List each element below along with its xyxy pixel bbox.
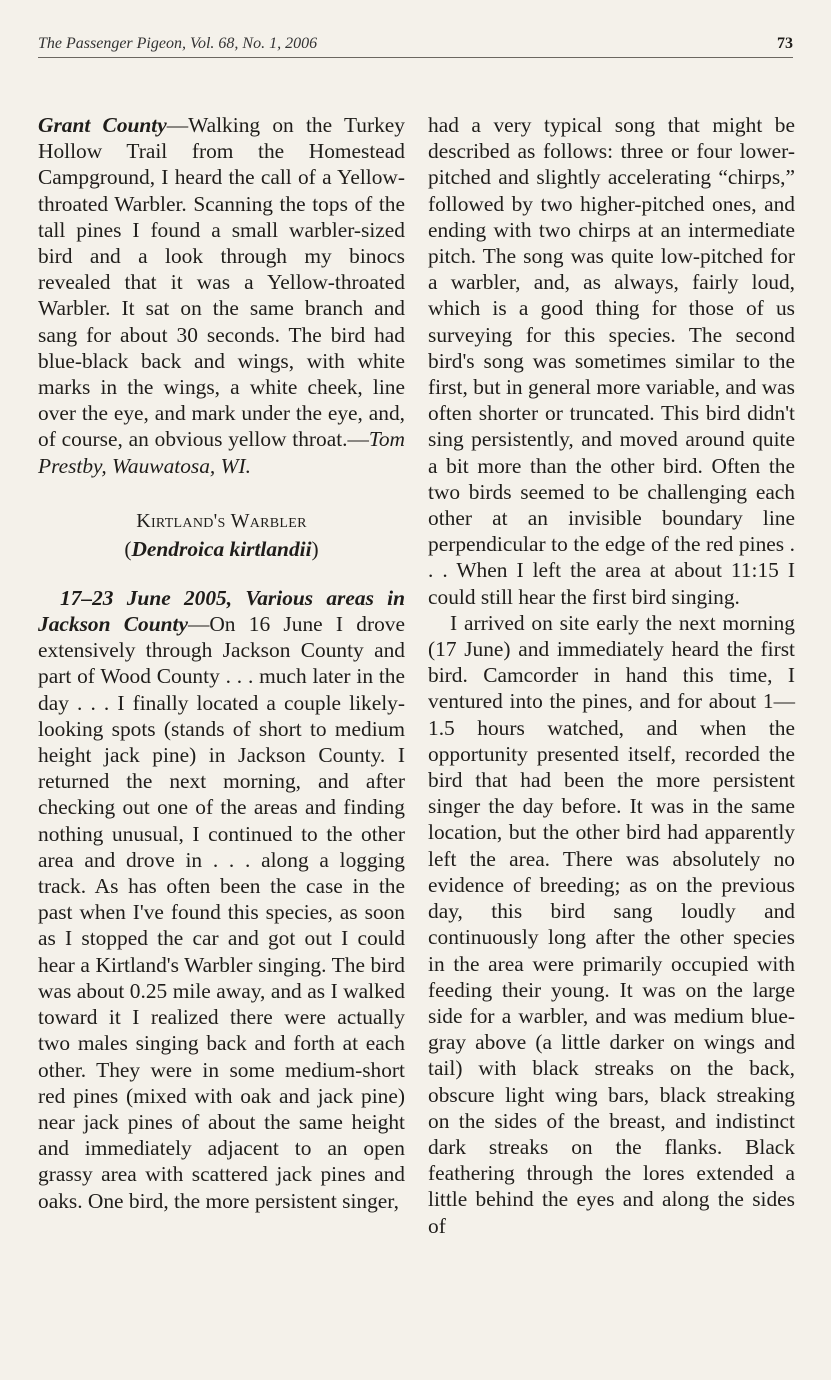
kirtland-lead: 17–23 June 2005, Various areas in Jackson County [38,585,405,637]
species-paren-open: ( [124,536,132,561]
species-scientific-name: Dendroica kirtlandii [131,536,312,561]
grant-county-lead: Grant County [38,113,167,137]
species-heading [38,507,405,563]
right-paragraph-1: had a very typical song that might be described as follows: three or four lower-pitched and slightly accelerating “chirps,” followed by two higher-pitched ones, and ending with two chirps at an intermediate pitch. The song was quite low-pitched for a warbler, and, as always, fairly loud, which is a good thing for those of us surveying for this species. The second bird's song was sometimes similar to the first, but in general more variable, and was often shorter or truncated. This bird didn't sing persistently, and moved around quite a bit more than the other bird. Often the two birds seemed to be challenging each other at an invisible boundary line perpendicular to the edge of the red pines . . . When I left the area at about 11:15 I could still hear the first bird singing. [428,113,795,609]
grant-county-signature: Tom Prestby, Wauwatosa, WI. [38,427,405,478]
kirtland-report [38,585,405,1214]
page-number: 73 [777,35,793,52]
species-paren-close: ) [311,536,319,561]
species-common-name: Kirtland's Warbler [136,509,307,532]
grant-county-report [38,112,405,479]
right-column [428,112,795,1239]
grant-county-text: —Walking on the Turkey Hollow Trail from the Homestead Campground, I heard the call of a Yellow-throated Warbler. Scanning the tops of the tall pines I found a small warbler-sized bird and a look through my binocs revealed that it was a Yellow-throated Warbler. It sat on the same branch and sang for about 30 seconds. The bird had blue-black back and wings, with white marks in the wings, a white cheek, line over the eye, and mark under the eye, and, of course, an obvious yellow throat.— [38,113,405,452]
journal-citation: The Passenger Pigeon, Vol. 68, No. 1, 2006 [38,35,318,52]
kirtland-text: —On 16 June I drove extensively through Jackson County and part of Wood County . . . much later in the day . . . I finally located a couple likely-looking spots (stands of short to medium height jack pine) in Jackson County. I returned the next morning, and after checking out one of the areas and finding nothing unusual, I continued to the other area and drove in . . . along a logging track. As has often been the case in the past when I've found this species, as soon as I stopped the car and got out I could hear a Kirtland's Warbler singing. The bird was about 0.25 mile away, and as I walked toward it I realized there were actually two males singing back and forth at each other. They were in some medium-short red pines (mixed with oak and jack pine) near jack pines of about the same height and immediately adjacent to an open grassy area with scattered jack pines and oaks. One bird, the more persistent singer, [38,612,405,1213]
right-paragraph-2: I arrived on site early the next morning (17 June) and immediately heard the first bird. Camcorder in hand this time, I ventured into the pines, and for about 1—1.5 hours watched, and when the opportunity presented itself, recorded the bird that had been the more persistent singer the day before. It was in the same location, but the other bird had apparently left the area. There was absolutely no evidence of breeding; as on the previous day, this bird sang loudly and continuously long after the other species in the area were primarily occupied with feeding their young. It was on the large side for a warbler, and was medium blue-gray above (a little darker on wings and tail) with black streaks on the back, obscure light wing bars, black streaking on the sides of the breast, and indistinct dark streaks on the flanks. Black feathering through the lores extended a little behind the eyes and along the sides of [428,610,795,1238]
running-head [38,30,793,58]
left-column [38,112,405,1214]
species-scientific-line [38,535,405,563]
